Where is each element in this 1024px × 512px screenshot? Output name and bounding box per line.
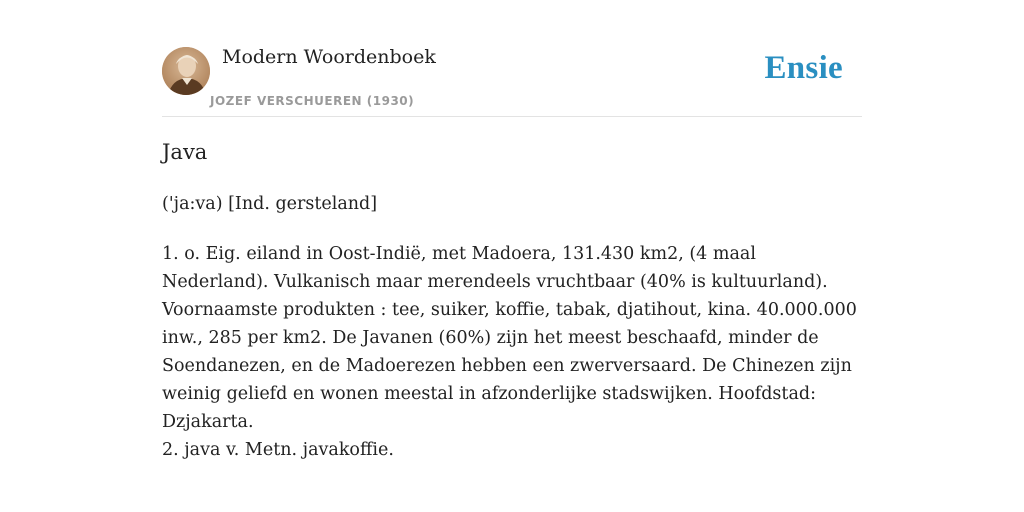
book-title[interactable]: Modern Woordenboek bbox=[222, 46, 436, 68]
definition-1: 1. o. Eig. eiland in Oost-Indië, met Madoera, 131.430 km2, (4 maal Nederland). Vulkanisch maar merendeels vruchtbaar (40% is kultuurland). Voornaamste produkten : tee, suiker, koffie, tabak, djatihout, kina. 40.000.000 inw., 285 per km2. De Javanen (60%) zijn het meest beschaafd, minder de Soendanezen, en de Madoerezen hebben een zwerversaard. De Chinezen zijn weinig geliefd en wonen meestal in afzonderlijke stadswijken. Hoofdstad: Dzjakarta. bbox=[162, 244, 857, 432]
ensie-logo[interactable]: Ensie bbox=[764, 50, 843, 86]
author-avatar[interactable] bbox=[162, 47, 210, 95]
entry-card bbox=[162, 0, 862, 512]
portrait-icon bbox=[162, 47, 210, 95]
pronunciation: ('ja:va) [Ind. gersteland] bbox=[162, 194, 378, 214]
header bbox=[162, 0, 862, 117]
author-name[interactable]: JOZEF VERSCHUEREN (1930) bbox=[210, 94, 415, 108]
definition-body bbox=[162, 240, 862, 464]
definition-2: 2. java v. Metn. javakoffie. bbox=[162, 440, 394, 460]
entry-title: Java bbox=[162, 140, 208, 164]
